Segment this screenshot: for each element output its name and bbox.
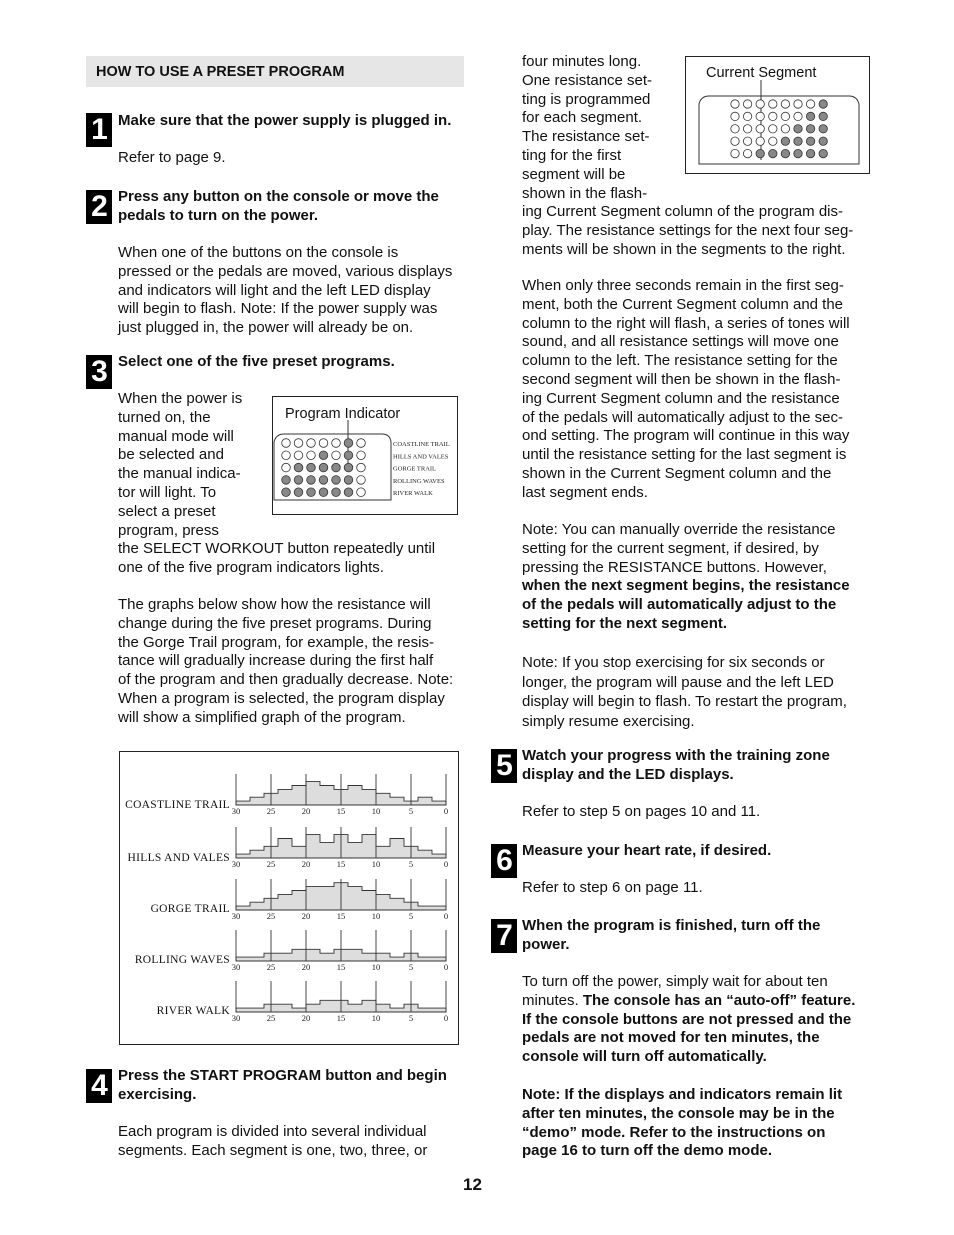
segment-led [806,149,814,157]
segment-led [768,149,776,157]
step-3-body-2: The graphs below show how the resistance will change during the five preset programs. During the Gorge Trail program, for example, the resis- tance will gradually increase during the first half of the program and then gradually decrease. Note: When a program is selected, the program display will show a simplified graph of the program. [118,596,454,726]
indicator-led [294,438,303,447]
graph-tick-label: 0 [443,961,448,972]
indicator-led [281,475,290,484]
segment-led [806,99,814,107]
indicator-led [306,451,315,460]
indicator-led [331,475,340,484]
graph-tick-label: 10 [371,1012,380,1023]
graph-tick-label: 0 [443,805,448,816]
segment-led [730,137,738,145]
step-2-body: When one of the buttons on the console is pressed or the pedals are moved, various displays and indicators will light and the left LED display will begin to flash. Note: If the power supply was just plugged in, the power will already be on. [118,244,453,337]
graph-tick-label: 25 [266,961,275,972]
indicator-led [331,487,340,496]
indicator-led [319,451,328,460]
graph-tick-label: 20 [301,910,310,921]
step-4-continued-narrow: four minutes long. One resistance set- ting is programmed for each segment. The resistance set- ting for the first segment will be shown in the flash- [522,53,653,202]
segment-led [806,112,814,120]
segment-led [781,99,789,107]
indicator-led [294,487,303,496]
segment-led [806,137,814,145]
segment-led [793,137,801,145]
graph-tick-label: 25 [266,858,275,869]
graph-tick-label: 25 [266,1012,275,1023]
graph-tick-label: 30 [231,1012,240,1023]
step-number-2: 2 [86,190,112,224]
graph-tick-label: 15 [336,858,345,869]
graph-tick-label: 5 [408,910,413,921]
segment-led [768,112,776,120]
indicator-led [281,463,290,472]
step-3-body-narrow: When the power is turned on, the manual mode will be selected and the manual indica- tor will light. To select a preset program, press [118,390,243,539]
graph-tick-label: 20 [301,805,310,816]
segment-led [793,149,801,157]
step-5-title: Watch your progress with the training zone display and the LED displays. [522,747,830,783]
step-number-3: 3 [86,355,112,389]
step-number-7: 7 [491,919,517,953]
segment-led [743,137,751,145]
segment-led [756,124,764,132]
segment-led [768,137,776,145]
graph-label-hills: HILLS AND VALES [127,852,230,864]
program-indicator-figure [272,396,458,515]
segment-led [819,149,827,157]
graph-tick-label: 15 [336,961,345,972]
graph-tick-label: 5 [408,961,413,972]
graph-label-rolling: ROLLING WAVES [134,954,230,966]
indicator-led [331,463,340,472]
graph-label-river: RIVER WALK [156,1005,230,1017]
segment-led [756,137,764,145]
graph-tick-label: 10 [371,910,380,921]
step-4-continued-p3: Note: You can manually override the resistance setting for the current segment, if desired, by pressing the RESISTANCE buttons. However, when the next segment begins, the resistance of the pedals will automatically adjust to the setting for the next segment. [522,521,850,632]
step-3-title: Select one of the five preset programs. [118,353,395,370]
indicator-led [294,475,303,484]
segment-led [730,99,738,107]
program-name: HILLS AND VALES [392,452,448,460]
graph-tick-label: 10 [371,805,380,816]
indicator-led [356,475,365,484]
indicator-led [331,451,340,460]
indicator-led [344,475,353,484]
step-number-4: 4 [86,1069,112,1103]
indicator-led [344,463,353,472]
page-number: 12 [463,1175,482,1194]
segment-led [819,112,827,120]
segment-led [730,112,738,120]
segment-led [781,112,789,120]
step-number-5: 5 [491,749,517,783]
segment-led [756,112,764,120]
step-number-6: 6 [491,844,517,878]
indicator-led [306,487,315,496]
indicator-led [306,438,315,447]
indicator-led [356,438,365,447]
graph-label-coastline: COASTLINE TRAIL [125,799,230,811]
indicator-led [344,451,353,460]
step-4-continued-p4: Note: If you stop exercising for six seconds or longer, the program will pause and the left LED display will begin to flash. To restart the program, simply resume exercising. [522,654,847,730]
indicator-led [319,487,328,496]
segment-led [793,99,801,107]
segment-led [768,99,776,107]
step-4-continued-p2: When only three seconds remain in the first seg- ment, both the Current Segment column and the column to the right will flash, a series of tones will sound, and all resistance settings will move one column to the left. The resistance setting for the second segment will then be shown in the flash- ing Current Segment column and the resistance of the pedals will automatically adjust to the sec- ond setting. The program will continue in this way until the resistance setting for the last segment is shown in the Current Segment column and the last segment ends. [522,277,850,501]
segment-led [781,149,789,157]
step-1-body: Refer to page 9. [118,149,226,166]
graph-tick-label: 15 [336,805,345,816]
graph-tick-label: 30 [231,910,240,921]
graph-tick-label: 20 [301,858,310,869]
step-1-title: Make sure that the power supply is plugged in. [118,112,452,129]
segment-led [781,124,789,132]
indicator-led [319,438,328,447]
current-segment-label: Current Segment [706,65,817,81]
segment-led [756,99,764,107]
section-header [86,56,464,87]
indicator-led [281,487,290,496]
segment-led [743,99,751,107]
segment-led [730,149,738,157]
graph-tick-label: 0 [443,858,448,869]
program-indicator-label: Program Indicator [285,406,401,422]
program-name: COASTLINE TRAIL [392,440,450,448]
program-indicator-display [272,396,458,515]
graph-tick-label: 20 [301,961,310,972]
indicator-led [281,438,290,447]
step-4-body: Each program is divided into several individual segments. Each segment is one, two, three, or [118,1123,428,1159]
step-6-body: Refer to step 6 on page 11. [522,879,703,896]
segment-led [743,124,751,132]
segment-led [756,149,764,157]
program-name: GORGE TRAIL [392,465,436,473]
section-title: HOW TO USE A PRESET PROGRAM [96,64,345,80]
graph-tick-label: 30 [231,961,240,972]
segment-led [743,112,751,120]
graph-tick-label: 10 [371,858,380,869]
graph-tick-label: 10 [371,961,380,972]
indicator-led [319,475,328,484]
segment-led [819,124,827,132]
indicator-led [281,451,290,460]
graph-label-gorge: GORGE TRAIL [150,903,230,915]
graph-tick-label: 25 [266,805,275,816]
indicator-led [356,463,365,472]
indicator-led [331,438,340,447]
step-4-continued-wide: ing Current Segment column of the program dis- play. The resistance settings for the next four seg- ments will be shown in the segments to the right. [522,203,854,258]
segment-led [743,149,751,157]
program-graphs-plot [119,751,459,1045]
program-name: RIVER WALK [392,489,433,497]
step-4-title: Press the START PROGRAM button and begin exercising. [118,1067,447,1103]
indicator-led [319,463,328,472]
step-7-note: Note: If the displays and indicators remain lit after ten minutes, the console may be in the “demo” mode. Refer to the instructions on page 16 to turn off the demo mode. [522,1086,843,1160]
segment-led [819,99,827,107]
segment-led [768,124,776,132]
graph-tick-label: 5 [408,805,413,816]
segment-led [819,137,827,145]
graph-tick-label: 5 [408,1012,413,1023]
step-7-title: When the program is finished, turn off the power. [522,917,821,953]
current-segment-display [685,56,870,174]
segment-led [781,137,789,145]
indicator-led [356,451,365,460]
step-3-body-wide: the SELECT WORKOUT button repeatedly until one of the five program indicators lights. [118,540,436,576]
indicator-led [294,463,303,472]
indicator-led [356,487,365,496]
indicator-led [344,438,353,447]
step-5-body: Refer to step 5 on pages 10 and 11. [522,803,761,820]
program-name: ROLLING WAVES [392,477,445,485]
step-number-1: 1 [86,113,112,147]
graph-tick-label: 0 [443,910,448,921]
step-2-title: Press any button on the console or move the pedals to turn on the power. [118,188,439,224]
segment-led [730,124,738,132]
indicator-led [306,463,315,472]
current-segment-figure [685,56,870,174]
step-6-title: Measure your heart rate, if desired. [522,842,772,859]
segment-led [806,124,814,132]
indicator-led [306,475,315,484]
segment-led [793,124,801,132]
indicator-led [344,487,353,496]
graph-tick-label: 15 [336,910,345,921]
step-7-body: To turn off the power, simply wait for about ten minutes. The console has an “auto-off” feature. If the console buttons are not pressed and the pedals are not moved for ten minutes, the console will turn off automatically. [522,973,856,1066]
graph-tick-label: 20 [301,1012,310,1023]
indicator-led [294,451,303,460]
graph-tick-label: 0 [443,1012,448,1023]
graph-tick-label: 30 [231,805,240,816]
graph-tick-label: 30 [231,858,240,869]
segment-led [793,112,801,120]
graph-tick-label: 15 [336,1012,345,1023]
graph-tick-label: 5 [408,858,413,869]
graph-tick-label: 25 [266,910,275,921]
program-graphs-figure [119,751,459,1045]
